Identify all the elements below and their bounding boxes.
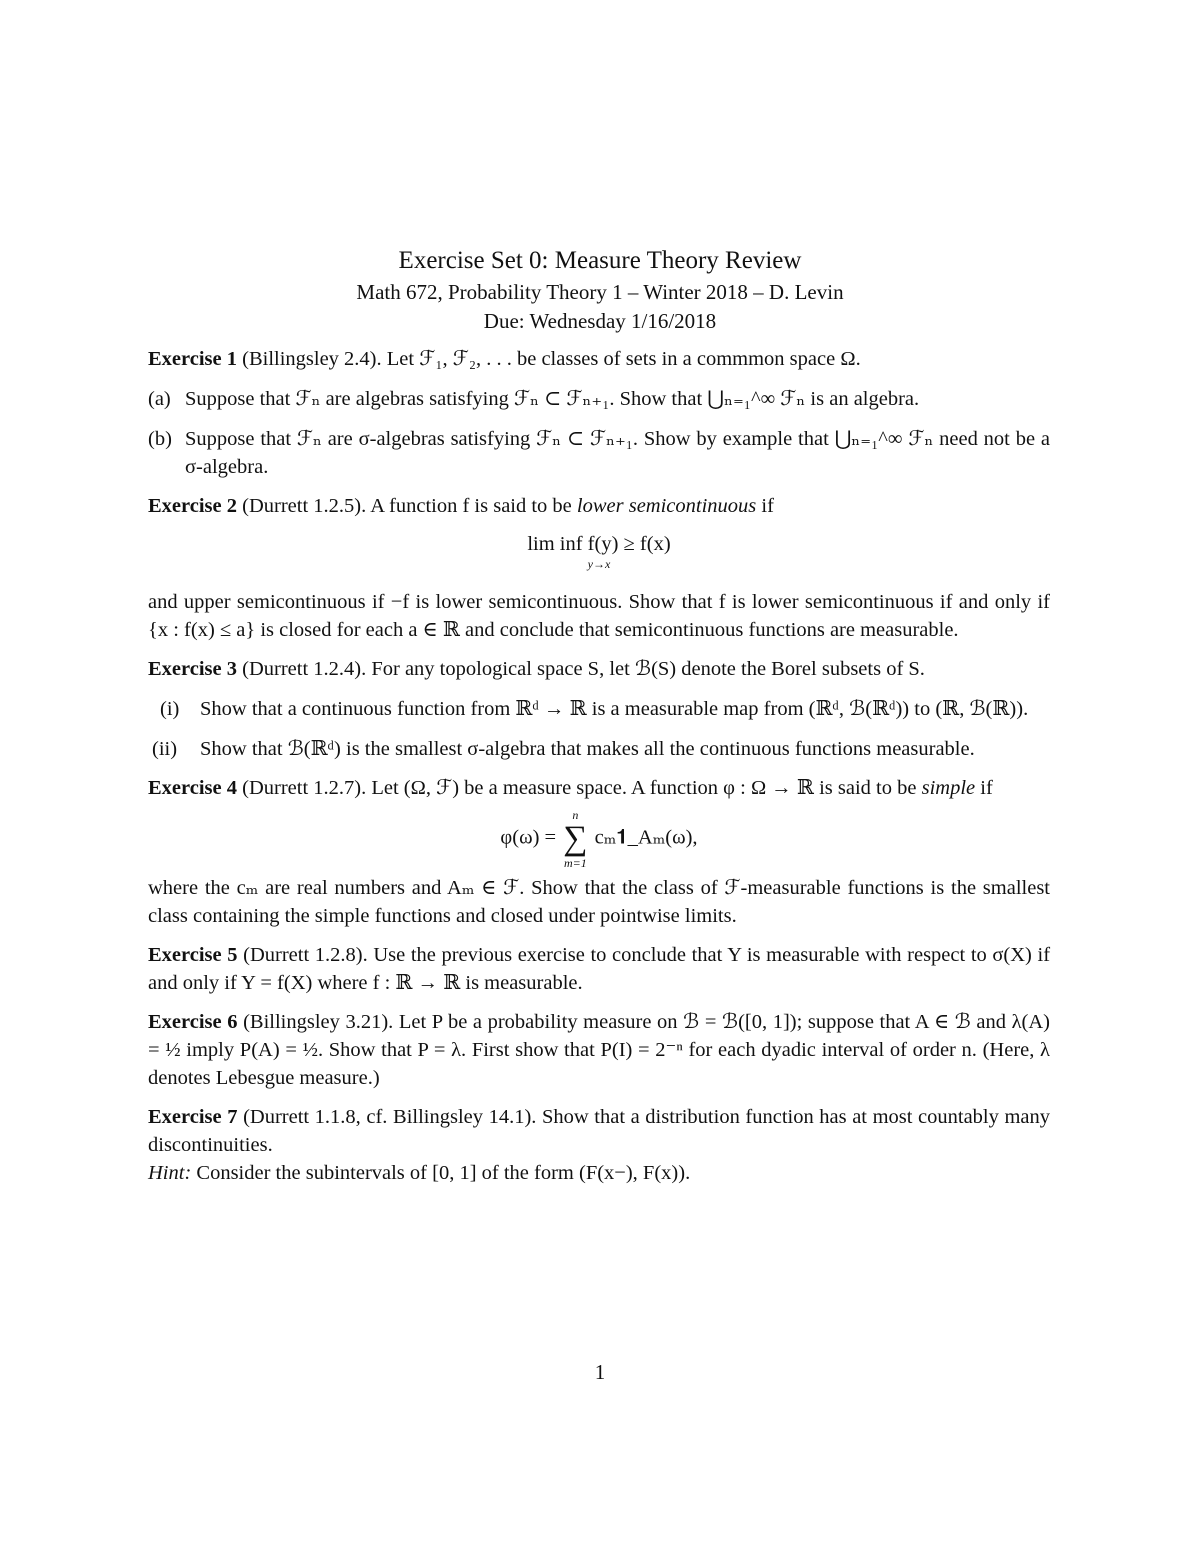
- exercise-4-label: Exercise 4: [148, 777, 237, 799]
- exercise-5-text: (Durrett 1.2.8). Use the previous exercise to conclude that Y is measurable with respect to σ(X) if and only if Y = f(X) where f : ℝ → ℝ is measurable.: [148, 944, 1051, 994]
- course-line: Math 672, Probability Theory 1 – Winter 2018 – D. Levin: [356, 280, 844, 304]
- part-b-label: (b): [148, 428, 172, 450]
- exercise-4-body: where the cₘ are real numbers and Aₘ ∈ ℱ. Show that the class of ℱ-measurable functions is the smallest class containing the simple functions and closed under pointwise limits.: [148, 877, 1050, 927]
- exercise-list: [148, 345, 1050, 1187]
- exercise-2-label: Exercise 2: [148, 495, 237, 517]
- exercise-3-part-ii: [148, 735, 1050, 763]
- due-date: Due: Wednesday 1/16/2018: [483, 309, 717, 333]
- exercise-6-label: Exercise 6: [148, 1011, 238, 1033]
- exercise-2-term: lower semicontinuous: [576, 495, 757, 517]
- exercise-2-intro: (Durrett 1.2.5). A function f is said to be: [242, 495, 577, 517]
- page-number: 1: [594, 1360, 606, 1384]
- exercise-1-intro: (Billingsley 2.4). Let ℱ₁, ℱ₂, . . . be classes of sets in a commmon space Ω.: [242, 348, 861, 370]
- exercise-7-hint: [148, 1159, 1050, 1187]
- exercise-5: [148, 941, 1050, 997]
- sigma-symbol: ∑: [563, 820, 588, 857]
- exercise-3-parts: [148, 695, 1050, 763]
- simple-function-lhs: φ(ω) =: [500, 826, 557, 849]
- exercise-3-part-i: [148, 695, 1050, 723]
- exercise-2-body: and upper semicontinuous if −f is lower semicontinuous. Show that f is lower semicontinuous if and only if {x : f(x) ≤ a} is closed for each a ∈ ℝ and conclude that semicontinuous functions are measurable.: [148, 591, 1050, 641]
- exercise-4: [148, 774, 1050, 802]
- part-i-label: (i): [160, 698, 180, 720]
- part-a-label: (a): [148, 388, 171, 410]
- part-ii-text: Show that ℬ(ℝᵈ) is the smallest σ-algebra that makes all the continuous functions measurable.: [200, 738, 975, 760]
- part-b-text: Suppose that ℱₙ are σ-algebras satisfying ℱₙ ⊂ ℱₙ₊₁. Show by example that ⋃ₙ₌₁^∞ ℱₙ need not be a σ-algebra.: [185, 428, 1050, 478]
- exercise-1-part-b: [148, 425, 1050, 481]
- exercise-6-text: (Billingsley 3.21). Let P be a probability measure on ℬ = ℬ([0, 1]); suppose that A ∈ ℬ and λ(A) = ½ imply P(A) = ½. Show that P = λ. First show that P(I) = 2⁻ⁿ for each dyadic interval of order n. (Here, λ denotes Lebesgue measure.): [148, 1011, 1051, 1089]
- exercise-6: [148, 1008, 1050, 1092]
- exercise-7-label: Exercise 7: [148, 1106, 238, 1128]
- exercise-3: [148, 655, 1050, 683]
- exercise-4-intro-end: if: [975, 777, 993, 799]
- exercise-1-part-a: [148, 385, 1050, 413]
- exercise-3-label: Exercise 3: [148, 658, 237, 680]
- exercise-5-label: Exercise 5: [148, 944, 238, 966]
- part-a-text: Suppose that ℱₙ are algebras satisfying ℱₙ ⊂ ℱₙ₊₁. Show that ⋃ₙ₌₁^∞ ℱₙ is an algebra.: [185, 388, 920, 410]
- exercise-3-intro: (Durrett 1.2.4). For any topological space S, let ℬ(S) denote the Borel subsets of S.: [242, 658, 925, 680]
- sum-lower-limit: m=1: [563, 856, 587, 870]
- summation: [563, 808, 587, 870]
- exercise-2: [148, 492, 1050, 520]
- exercise-1-label: Exercise 1: [148, 348, 237, 370]
- exercise-2-intro-end: if: [756, 495, 774, 517]
- exercise-4-formula: [148, 808, 1050, 870]
- simple-function-rhs: cₘ𝟏_Aₘ(ω),: [594, 826, 698, 849]
- liminf-formula: lim inf f(y) ≥ f(x): [527, 533, 671, 555]
- exercise-2-formula: [148, 530, 1050, 576]
- exercise-4-intro: (Durrett 1.2.7). Let (Ω, ℱ) be a measure space. A function φ : Ω → ℝ is said to be: [242, 777, 922, 799]
- sum-upper-limit: n: [572, 808, 579, 822]
- document-title: Exercise Set 0: Measure Theory Review: [398, 247, 802, 274]
- exercise-7-text: (Durrett 1.1.8, cf. Billingsley 14.1). Show that a distribution function has at most countably many discontinuities.: [148, 1106, 1051, 1156]
- exercise-4-term: simple: [921, 777, 976, 799]
- hint-text: Consider the subintervals of [0, 1] of the form (F(x−), F(x)).: [191, 1162, 691, 1184]
- part-i-text: Show that a continuous function from ℝᵈ → ℝ is a measurable map from (ℝᵈ, ℬ(ℝᵈ)) to (ℝ, ℬ(ℝ)).: [200, 698, 1029, 720]
- part-ii-label: (ii): [152, 738, 178, 760]
- liminf-subscript: y→x: [587, 557, 611, 571]
- exercise-7: [148, 1103, 1050, 1159]
- exercise-1: [148, 345, 1050, 373]
- hint-label: Hint:: [148, 1162, 192, 1184]
